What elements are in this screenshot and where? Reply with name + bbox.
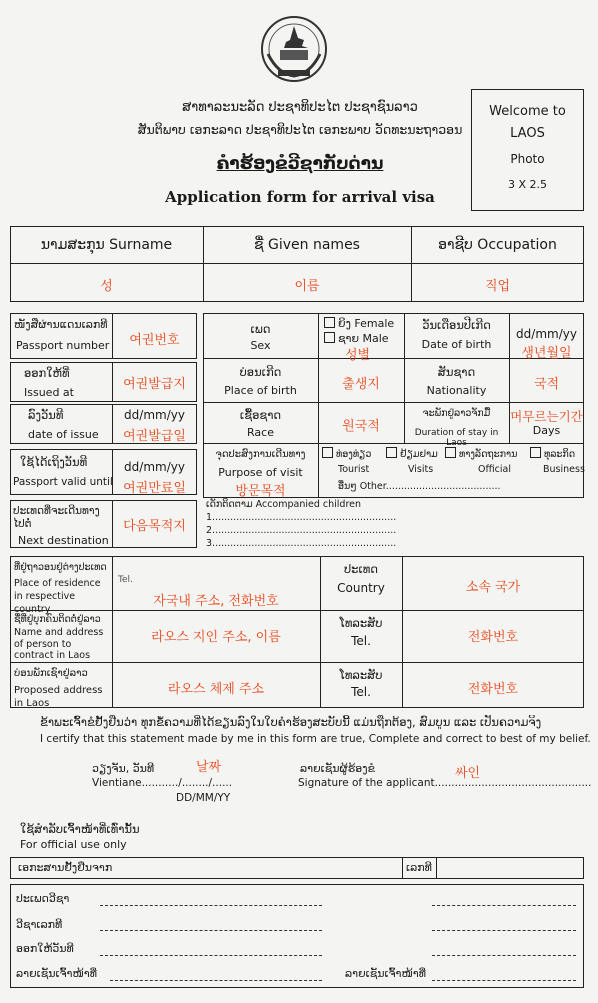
certify-lao: ຂ້າພະເຈົ້າຂໍຢັ້ງຢືນວ່າ ທຸກຂໍ້ຄວາມທີ່ໄດ້ຂຽນລົງໃນໃບຄຳຮ້ອງສະບັບນີ້ ແມ່ນຖືກຕ້ອງ, ສົມບູນ ແລະ ເປັນຄວາມຈິງ — [40, 715, 542, 729]
photo-size: 3 X 2.5 — [507, 178, 548, 191]
photo-box — [471, 89, 584, 211]
occupation-field[interactable]: 직업 — [484, 279, 511, 294]
proposed-label-en: Proposed address in Laos — [14, 685, 103, 709]
given-names-label: ຊື່ Given names — [254, 237, 360, 253]
official-checkbox[interactable] — [445, 447, 456, 458]
country-name-lao: ສາທາລະນະລັດ ປະຊາທິປະໄຕ ປະຊາຊົນລາວ — [182, 100, 418, 115]
nationality-field[interactable]: 국적 — [533, 377, 560, 392]
country-label-lao: ປະເທດ — [343, 562, 378, 576]
photo-welcome: Welcome to — [489, 104, 566, 119]
male-label: ຊາຍ Male — [338, 332, 389, 345]
country-label-en: Country — [337, 581, 385, 595]
surname-field[interactable]: 성 — [100, 279, 113, 294]
official-use-lao: ໃຊ້ສຳລັບເຈົ້າໜ້າທີ່ເທົ່ານັ້ນ — [20, 822, 140, 836]
tourist-checkbox[interactable] — [322, 447, 333, 458]
form-title-en: Application form for arrival visa — [165, 188, 435, 206]
surname-label: ນາມສະກຸນ Surname — [40, 237, 173, 253]
tourist-option[interactable] — [322, 447, 371, 460]
sex-label-en: Sex — [250, 339, 271, 352]
doi-format: dd/mm/yy — [124, 408, 185, 422]
place-date-label-lao: ວຽງຈັນ, ວັນທີ — [92, 762, 155, 775]
proposed-label-lao: ບ່ອນພັກເຊົາຢູ່ລາວ — [14, 668, 88, 679]
residence-field[interactable]: 자국내 주소, 전화번호 — [153, 594, 279, 609]
contact-label-lao: ຊື່ທີ່ຢູ່ບຸກຄົນຕິດຕໍ່ຢູ່ລາວ — [14, 614, 101, 625]
tel1-label-lao: ໂທລະສັບ — [339, 616, 383, 630]
country-field[interactable]: 소속 국가 — [465, 580, 521, 595]
business-checkbox[interactable] — [530, 447, 541, 458]
next-label-en: Next destination — [18, 534, 109, 547]
race-label-lao: ເຊື້ອຊາດ — [239, 408, 282, 422]
visa-type-label: ປະເພດວີຊາ — [16, 892, 70, 905]
contact-tel-field[interactable]: 전화번호 — [467, 630, 519, 645]
visits-label: Visits — [408, 464, 434, 475]
residence-tel-prefix: Tel. — [118, 575, 133, 585]
pob-label-lao: ບ່ອນເກີດ — [239, 365, 282, 379]
doi-label-en: date of issue — [28, 428, 99, 441]
male-checkbox[interactable] — [324, 332, 335, 343]
doc-number-label: ເລກທີ — [406, 861, 432, 874]
motto-lao: ສັນຕິພາບ ເອກະລາດ ປະຊາທິປະໄຕ ເອກະພາບ ວັດທະນະຖາວອນ — [137, 122, 463, 137]
occupation-label: ອາຊີບ Occupation — [438, 237, 557, 253]
issued-label-en: Issued at — [24, 386, 74, 399]
business-lao: ທຸລະກິດ — [544, 449, 576, 460]
doi-label-lao: ລົງວັນທີ — [28, 408, 64, 422]
date-of-birth-field[interactable]: 생년월일 — [521, 346, 572, 361]
date-format: DD/MM/YY — [176, 792, 231, 804]
next-label-lao: ປະເທດທີ່ຈະເດີນທາງໄປຕໍ່ — [13, 505, 100, 530]
child-2-field[interactable]: 2............................................................. — [206, 525, 397, 536]
signature-field[interactable]: 싸인 — [455, 766, 481, 781]
official-lao: ທາງລັດຖະການ — [459, 449, 518, 460]
contact-field[interactable]: 라오스 지인 주소, 이름 — [151, 630, 281, 645]
child-1-field[interactable]: 1............................................................. — [206, 512, 397, 523]
next-destination-field[interactable]: 다음목적지 — [123, 519, 186, 534]
tourist-label: Tourist — [338, 464, 370, 475]
proposed-tel-field[interactable]: 전화번호 — [467, 682, 519, 697]
purpose-label-en: Purpose of visit — [218, 466, 303, 479]
nationality-label-lao: ສັນຊາດ — [437, 365, 476, 379]
official-label: Official — [478, 464, 511, 475]
stay-days-unit: Days — [532, 424, 561, 437]
stay-label-en: Duration of stay in Laos — [414, 428, 499, 448]
photo-label: Photo — [510, 152, 545, 166]
official-option[interactable] — [445, 447, 517, 460]
official-use-en: For official use only — [20, 838, 127, 851]
tel2-label-lao: ໂທລະສັບ — [339, 668, 383, 682]
visits-lao: ຢ້ຽມຢາມ — [400, 449, 438, 460]
visits-option[interactable] — [386, 447, 438, 460]
female-option[interactable] — [324, 317, 394, 330]
passport-label-en: Passport number — [16, 339, 110, 352]
form-title-lao: ຄຳຮ້ອງຂໍວີຊາກັບດ່ານ — [216, 154, 384, 174]
duration-of-stay-field[interactable]: 머무르는기간 — [510, 409, 583, 424]
valid-label-en: Passport valid until — [13, 476, 113, 488]
issue-date-label: ອອກໃຫ້ວັນທີ — [16, 942, 74, 955]
signature-label-lao: ລາຍເຊັນຜູ້ຮ້ອງຂໍ — [300, 762, 376, 775]
dob-label-en: Date of birth — [421, 338, 492, 351]
officer-signature-label: ລາຍເຊັນເຈົ້າໜ້າທີ່ — [16, 967, 97, 980]
photo-laos: LAOS — [510, 126, 545, 141]
visa-number-label: ວີຊາເລກທີ — [16, 918, 63, 931]
certify-en: I certify that this statement made by me in this form are true, Complete and correct to best of my belief. — [40, 733, 591, 745]
contact-label-en: Name and address of person to contract in Laos — [14, 627, 104, 661]
nationality-label-en: Nationality — [426, 384, 487, 397]
female-label: ຍິງ Female — [338, 317, 395, 330]
date-of-issue-field[interactable]: 여권발급일 — [123, 429, 186, 444]
passport-label-lao: ໜັງສືຜ່ານແດນເລກທີ — [14, 318, 108, 331]
residence-label-lao: ທີ່ຢູ່ຖາວອນຢູ່ຕ່າງປະເທດ — [14, 562, 107, 573]
sex-field[interactable]: 성별 — [345, 348, 371, 363]
child-3-field[interactable]: 3............................................................. — [206, 538, 397, 549]
doc-source-label: ເອກະສານຢັ້ງຢືນຈາກ — [18, 861, 113, 874]
issued-label-lao: ອອກໃຫ້ທີ່ — [24, 366, 70, 380]
purpose-field[interactable]: 방문목적 — [235, 484, 286, 499]
tourist-lao: ທ່ອງທ່ຽວ — [336, 449, 372, 460]
signature-line: Signature of the applicant............................................... — [298, 777, 592, 789]
valid-format: dd/mm/yy — [124, 460, 185, 474]
dob-format: dd/mm/yy — [516, 327, 577, 341]
purpose-label-lao: ຈຸດປະສົງການເດີນທາງ — [215, 449, 306, 460]
race-label-en: Race — [247, 426, 274, 439]
female-checkbox[interactable] — [324, 317, 335, 328]
passport-number-field[interactable]: 여권번호 — [129, 333, 180, 348]
tel2-label-en: Tel. — [351, 685, 371, 699]
issued-at-field[interactable]: 여권발급지 — [123, 377, 186, 392]
business-option[interactable] — [530, 447, 575, 460]
dob-label-lao: ວັນເດືອນປີເກີດ — [422, 318, 491, 332]
officer-signature-label-2: ລາຍເຊັນເຈົ້າໜ້າທີ່ — [345, 967, 426, 980]
sex-label-lao: ເພດ — [250, 322, 271, 336]
stay-label-lao: ຈະພັກຢູ່ລາວຈັກມື້ — [422, 408, 491, 419]
valid-until-field[interactable]: 여권만료일 — [123, 481, 186, 496]
accompanied-children-label: ເດັກຕິດຕາມ Accompanied children — [206, 499, 362, 510]
date-field[interactable]: 날짜 — [196, 760, 222, 775]
vientiane-date-line: Vientiane.........../......../...... — [92, 777, 233, 789]
lao-emblem — [258, 14, 330, 84]
pob-label-en: Place of birth — [224, 384, 297, 397]
business-label: Business — [543, 464, 585, 475]
tel1-label-en: Tel. — [351, 634, 371, 648]
residence-label-en: Place of residence in respective country — [14, 578, 101, 615]
given-names-field[interactable]: 이름 — [294, 279, 320, 294]
race-field[interactable]: 원국적 — [342, 419, 380, 434]
place-of-birth-field[interactable]: 출생지 — [342, 377, 380, 392]
proposed-address-field[interactable]: 라오스 체제 주소 — [167, 682, 265, 697]
visits-checkbox[interactable] — [386, 447, 397, 458]
valid-label-lao: ໃຊ້ໄດ້ເຖິງວັນທີ — [20, 455, 88, 469]
other-purpose-field[interactable]: ອື່ນໆ Other...................................... — [338, 481, 501, 492]
